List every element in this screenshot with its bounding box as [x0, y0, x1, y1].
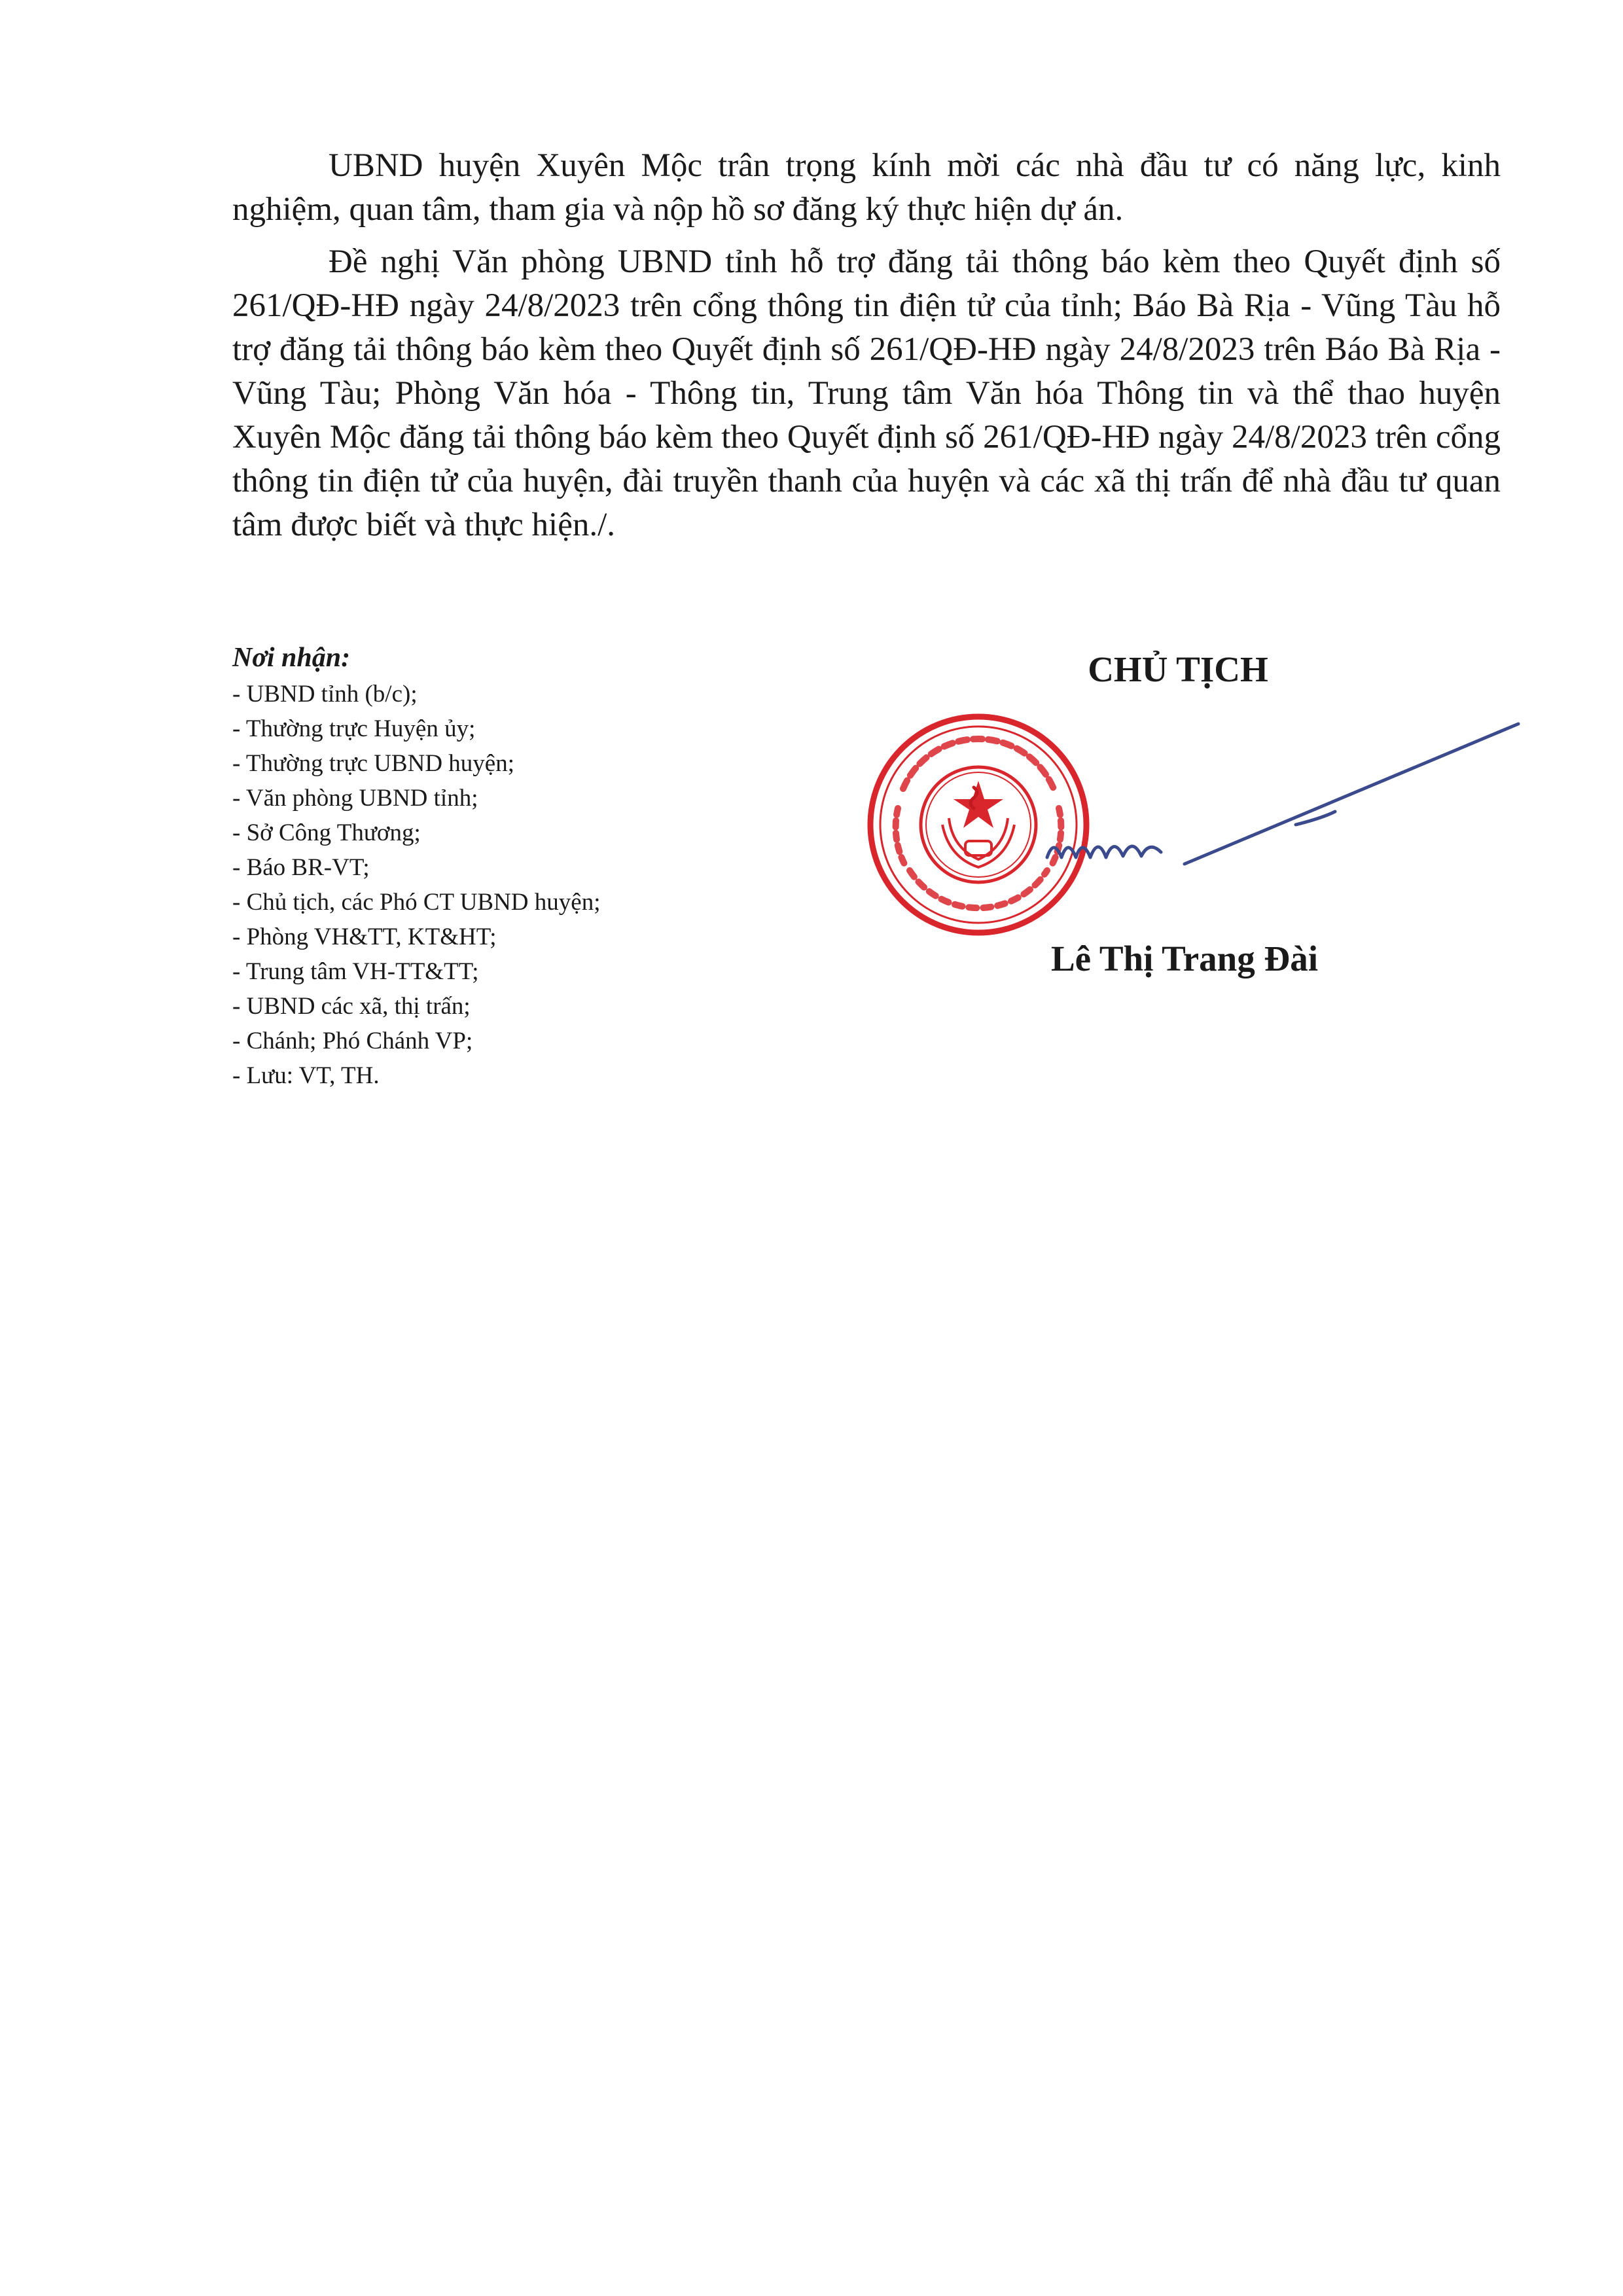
paragraph-request: Đề nghị Văn phòng UBND tỉnh hỗ trợ đăng tải thông báo kèm theo Quyết định số 261/QĐ-HĐ ngày 24/8/2023 trên cổng thông tin điện tử của tỉnh; Báo Bà Rịa - Vũng Tàu hỗ trợ đăng tải thông báo kèm theo Quyết định số 261/QĐ-HĐ ngày 24/8/2023 trên Báo Bà Rịa - Vũng Tàu; Phòng Văn hóa - Thông tin, Trung tâm Văn hóa Thông tin và thể thao huyện Xuyên Mộc đăng tải thông báo kèm theo Quyết định số 261/QĐ-HĐ ngày 24/8/2023 trên cổng thông tin điện tử của huyện, đài truyền thanh của huyện và các xã thị trấn để nhà đầu tư quan tâm được biết và thực hiện./. — [232, 243, 1501, 543]
recipient-item: - Lưu: VT, TH. — [232, 1062, 380, 1089]
signer-name: Lê Thị Trang Đài — [1050, 939, 1318, 978]
recipient-item: - UBND tỉnh (b/c); — [232, 681, 418, 708]
recipient-item: - Thường trực Huyện ủy; — [232, 715, 476, 742]
signer-title: CHỦ TỊCH — [1088, 649, 1268, 689]
handwritten-signature-icon — [1021, 720, 1525, 916]
recipient-item: - Trung tâm VH-TT&TT; — [232, 958, 479, 985]
recipient-item: - Báo BR-VT; — [232, 854, 370, 881]
recipients-list — [232, 677, 821, 1093]
recipient-item: - Chánh; Phó Chánh VP; — [232, 1028, 473, 1054]
paragraph-invitation: UBND huyện Xuyên Mộc trân trọng kính mời các nhà đầu tư có năng lực, kinh nghiệm, quan tâm, tham gia và nộp hồ sơ đăng ký thực hiện dự án. — [232, 147, 1501, 228]
recipient-item: - Sở Công Thương; — [232, 819, 421, 846]
recipient-item: - Thường trực UBND huyện; — [232, 750, 514, 777]
recipient-item: - UBND các xã, thị trấn; — [232, 993, 471, 1020]
recipients-block — [232, 641, 821, 1093]
signature-block — [851, 635, 1525, 1014]
recipient-item: - Văn phòng UBND tỉnh; — [232, 785, 478, 812]
recipients-title: Nơi nhận: — [232, 643, 351, 673]
document-body — [232, 144, 1501, 556]
recipient-item: - Phòng VH&TT, KT&HT; — [232, 924, 497, 950]
recipient-item: - Chủ tịch, các Phó CT UBND huyện; — [232, 889, 601, 916]
